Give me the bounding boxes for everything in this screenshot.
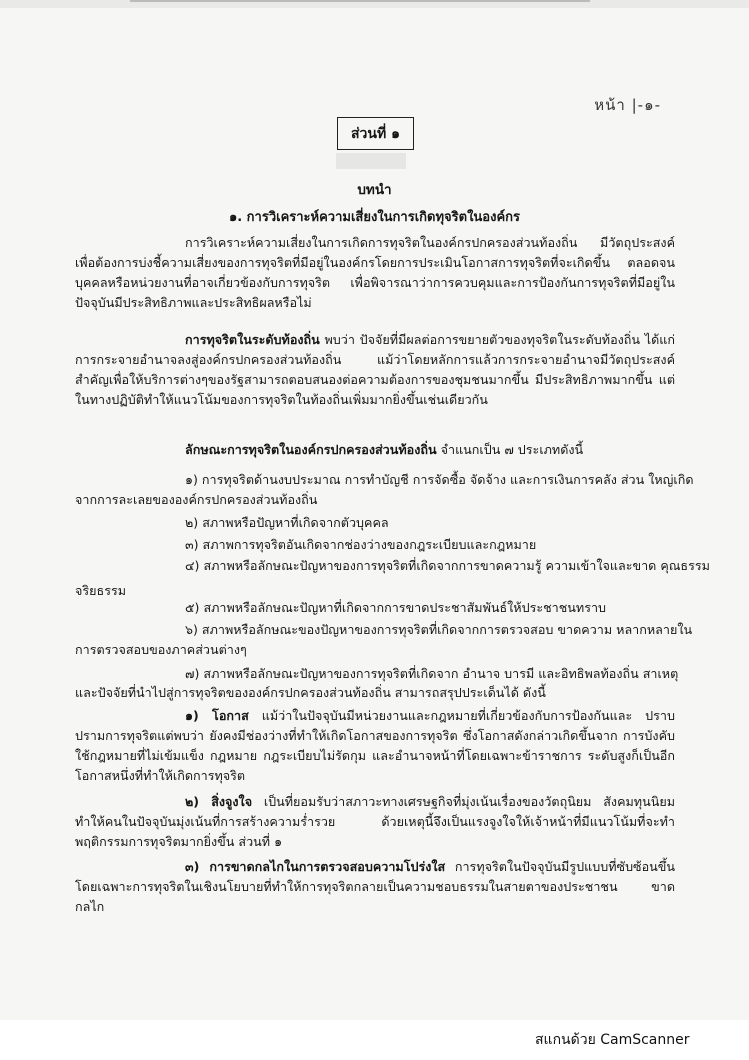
list-item-6-line-1: ๖) สภาพหรือลักษณะของปัญหาของการทุจริตที่เกิดจากการตรวจสอบ ขาดความ หลากหลายใน bbox=[185, 622, 693, 637]
types-text: จำแนกเป็น ๗ ประเภทดังนี้ bbox=[436, 442, 584, 457]
list-item-1-line-2: จากการละเลยขององค์กรปกครองส่วนท้องถิ่น bbox=[75, 492, 318, 507]
local-corruption-text: พบว่า ปัจจัยที่มีผลต่อการขยายตัวของทุจริตในระดับท้องถิ่น ได้แก่ การกระจายอำนาจลงสู่องค์กรปกครองส่วนท้องถิ่น แม้ว่าโดยหลักการแล้วการกระจายอำนาจมีวัตถุประสงค์สำคัญเพื่อให้บริการต่างๆของรัฐสามารถตอบสนองต่อความต้องการของชุมชนมากขึ้น มีประสิทธิภาพมากขึ้น แต่ในทางปฏิบัติทำให้แนวโน้มของการทุจริตในท้องถิ่นเพิ่มมากยิ่งขึ้นเช่นเดียวกัน bbox=[75, 332, 675, 407]
list-item-7-line-2: และปัจจัยที่นำไปสู่การทุจริตขององค์กรปกครองส่วนท้องถิ่น สามารถสรุปประเด็นได้ ดังนี้ bbox=[75, 685, 546, 700]
factor-2-text: เป็นที่ยอมรับว่าสภาวะทางเศรษฐกิจที่มุ่งเน้นเรื่องของวัตถุนิยม สังคมทุนนิยม ทำให้คนในปัจจุบันมุ่งเน้นที่การสร้างความร่ำรวย ด้วยเหตุนี้จึงเป็นแรงจูงใจให้เจ้าหน้าที่มีแนวโน้มที่จะทำพฤติกรรมการทุจริตมากยิ่งขึ้น ส่วนที่ ๑ bbox=[75, 794, 675, 849]
local-corruption-paragraph bbox=[75, 330, 675, 410]
page-number: หน้า |-๑- bbox=[594, 96, 661, 114]
list-item-2: ๒) สภาพหรือปัญหาที่เกิดจากตัวบุคคล bbox=[185, 515, 389, 530]
list-item-4-line-2: จริยธรรม bbox=[75, 583, 127, 598]
types-paragraph bbox=[185, 440, 583, 460]
factor-2-lead: ๒) สิ่งจูงใจ bbox=[185, 794, 253, 809]
factor-3-lead: ๓) การขาดกลไกในการตรวจสอบความโปร่งใส bbox=[185, 859, 446, 874]
intro-paragraph: การวิเคราะห์ความเสี่ยงในการเกิดการทุจริตในองค์กรปกครองส่วนท้องถิ่น มีวัตถุประสงค์เพื่อต้องการบ่งชี้ความเสี่ยงของการทุจริตที่มีอยู่ในองค์กรโดยการประเมินโอกาสการทุจริตที่จะเกิดขึ้น ตลอดจนบุคคลหรือหน่วยงานที่อาจเกี่ยวข้องกับการทุจริต เพื่อพิจารณาว่าการควบคุมและการป้องกันการทุจริตที่มีอยู่ในปัจจุบันมีประสิทธิภาพและประสิทธิผลหรือไม่ bbox=[75, 235, 675, 310]
list-item-3: ๓) สภาพการทุจริตอันเกิดจากช่องว่างของกฎระเบียบและกฎหมาย bbox=[185, 537, 537, 552]
list-item-1-line-1: ๑) การทุจริตด้านงบประมาณ การทำบัญชี การจัดซื้อ จัดจ้าง และการเงินการคลัง ส่วน ใหญ่เกิด bbox=[185, 472, 694, 487]
factor-1-lead: ๑) โอกาส bbox=[185, 708, 249, 723]
chapter-title: บทนำ bbox=[357, 182, 392, 198]
factor-3-paragraph bbox=[75, 857, 675, 917]
list-item-6-line-2: การตรวจสอบของภาคส่วนต่างๆ bbox=[75, 642, 247, 657]
section-heading: ๑. การวิเคราะห์ความเสี่ยงในการเกิดทุจริตในองค์กร bbox=[228, 210, 521, 225]
factor-2-paragraph bbox=[75, 792, 675, 852]
local-corruption-lead: การทุจริตในระดับท้องถิ่น bbox=[185, 332, 320, 347]
factor-1-paragraph bbox=[75, 706, 675, 786]
page-top-edge bbox=[0, 0, 749, 8]
types-lead: ลักษณะการทุจริตในองค์กรปกครองส่วนท้องถิ่น bbox=[185, 442, 437, 457]
list-item-5: ๕) สภาพหรือลักษณะปัญหาที่เกิดจากการขาดประชาสัมพันธ์ให้ประชาชนทราบ bbox=[185, 600, 607, 615]
factor-3-text: การทุจริตในปัจจุบันมีรูปแบบที่ซับซ้อนขึ้นโดยเฉพาะการทุจริตในเชิงนโยบายที่ทำให้การทุจริตกลายเป็นความชอบธรรมในสายตาของประชาชน ขาด กลไก bbox=[75, 859, 675, 914]
section-label: ส่วนที่ ๑ bbox=[337, 117, 414, 150]
list-item-4-line-1: ๔) สภาพหรือลักษณะปัญหาของการทุจริตที่เกิดจากการขาดความรู้ ความเข้าใจและขาด คุณธรรม bbox=[185, 558, 710, 573]
list-item-7-line-1: ๗) สภาพหรือลักษณะปัญหาของการทุจริตที่เกิดจาก อำนาจ บารมี และอิทธิพลท้องถิ่น สาเหตุ bbox=[185, 666, 679, 681]
scanner-watermark: สแกนด้วย CamScanner bbox=[535, 1032, 690, 1048]
factor-1-text: แม้ว่าในปัจจุบันมีหน่วยงานและกฎหมายที่เกี่ยวข้องกับการป้องกันและ ปราบปรามการทุจริตแต่พบว่า ยังคงมีช่องว่างที่ทำให้เกิดโอกาสของการทุจริต ซึ่งโอกาสดังกล่าวเกิดขึ้นจาก การบังคับใช้กฎหมายที่ไม่เข้มแข็ง กฎหมาย กฎระเบียบไม่รัดกุม และอำนาจหน้าที่โดยเฉพาะข้าราชการ ระดับสูงก็เป็นอีกโอกาสหนึ่งที่ทำให้เกิดการทุจริต bbox=[75, 708, 675, 783]
faded-scan-mark bbox=[336, 153, 406, 169]
